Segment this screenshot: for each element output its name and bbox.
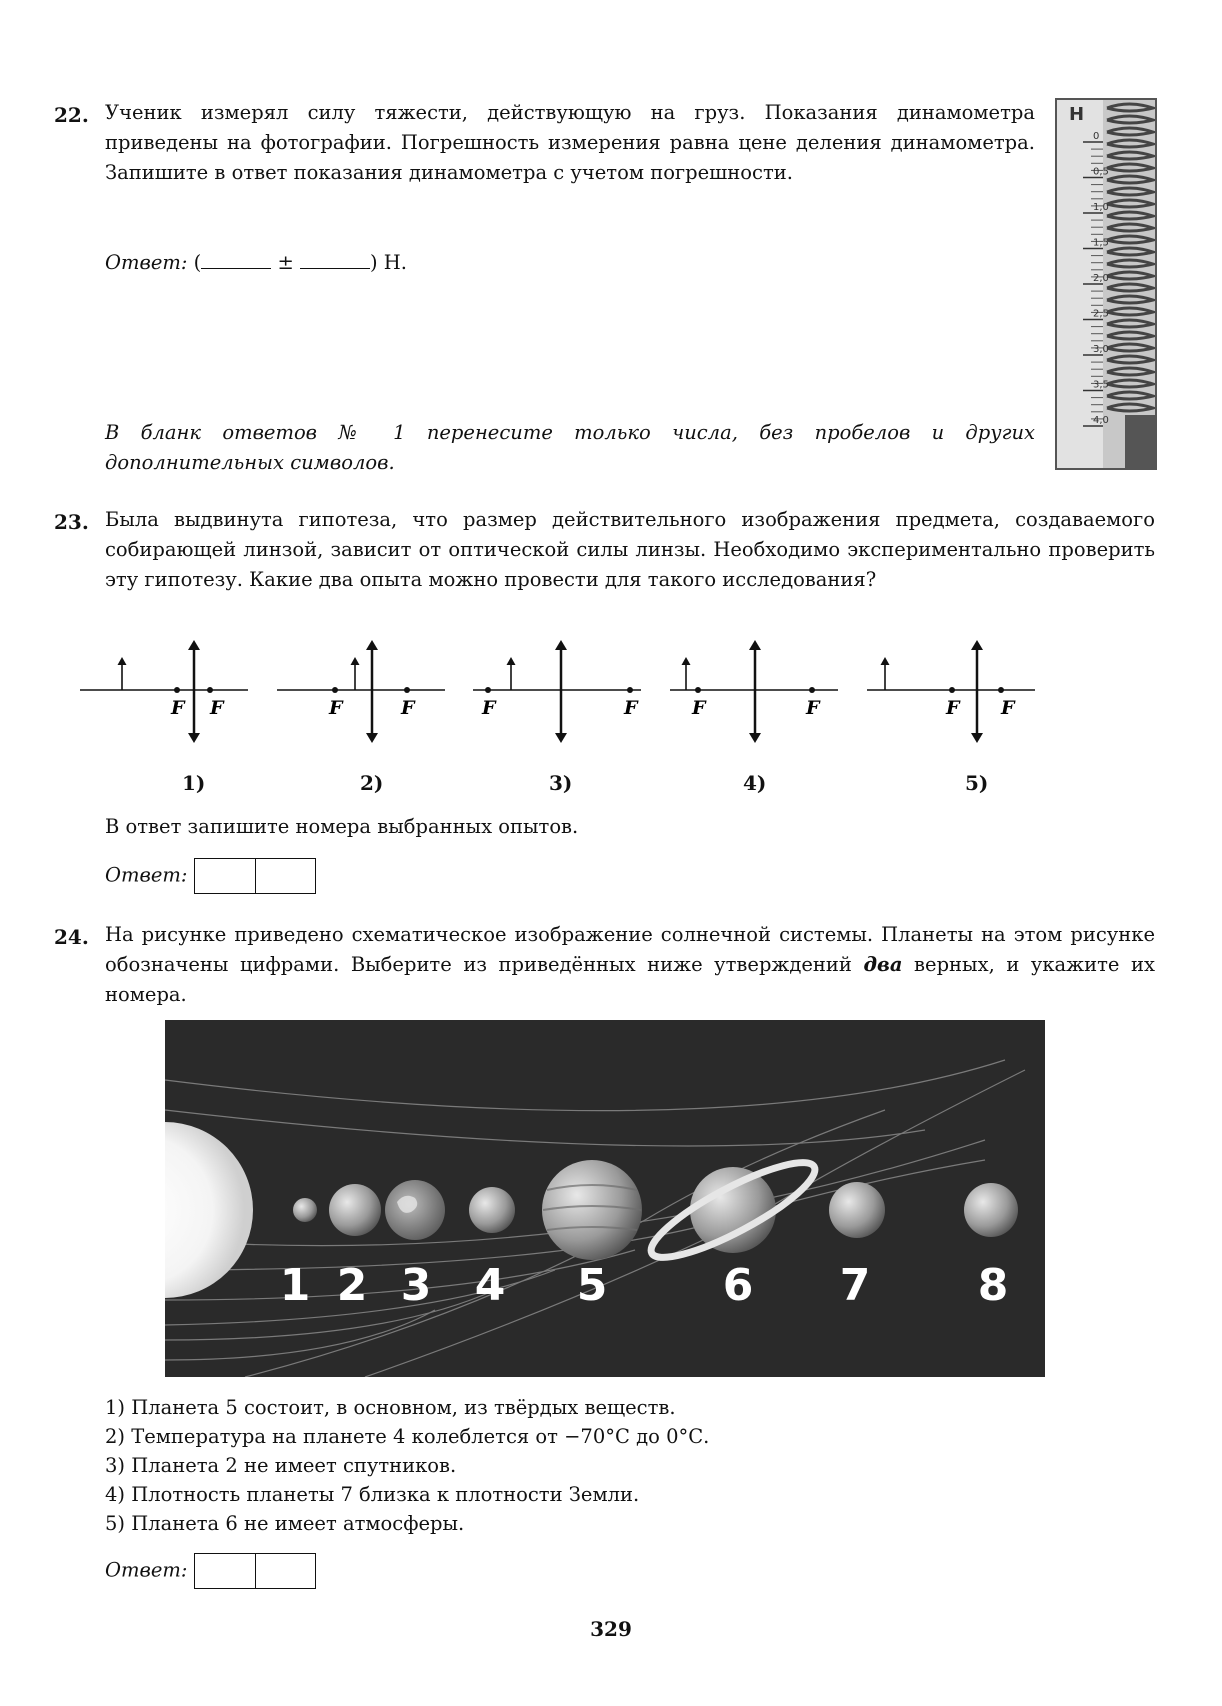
q24-answer-line bbox=[105, 1553, 316, 1589]
focus-label: F bbox=[171, 697, 185, 719]
dynamometer-svg bbox=[1057, 100, 1155, 468]
planet-8 bbox=[964, 1183, 1018, 1237]
planet-label-7: 7 bbox=[839, 1260, 871, 1311]
scale-label: 3,5 bbox=[1093, 379, 1109, 391]
focus-point bbox=[174, 687, 180, 693]
q22-answer-open: ( bbox=[193, 251, 202, 274]
q24-number: 24. bbox=[54, 925, 89, 949]
focus-label: F bbox=[624, 697, 638, 719]
scale-label: 2,0 bbox=[1093, 273, 1109, 284]
q23-number: 23. bbox=[54, 510, 89, 534]
focus-label: F bbox=[692, 697, 706, 719]
planet-label-1: 1 bbox=[279, 1260, 311, 1311]
q24-text bbox=[105, 920, 1155, 1010]
scale-label: 4,0 bbox=[1093, 415, 1109, 426]
lens-diagram-5 bbox=[867, 645, 1035, 795]
focus-point bbox=[809, 687, 815, 693]
q23-instruction: В ответ запишите номера выбранных опытов. bbox=[105, 815, 579, 838]
focus-point bbox=[695, 687, 701, 693]
q23-answer-prefix: Ответ: bbox=[105, 863, 188, 887]
planet-4 bbox=[469, 1187, 515, 1233]
focus-point bbox=[485, 687, 491, 693]
lens-diagram-2 bbox=[277, 645, 445, 795]
scale-label: 0 bbox=[1093, 131, 1100, 142]
q24-answer-prefix: Ответ: bbox=[105, 1558, 188, 1582]
q23-text: Была выдвинута гипотеза, что размер действительного изображения предмета, создаваемого собирающей линзой, зависит от оптической силы линзы. Необходимо экспериментально проверить эту гипотезу. Какие два опыта можно провести для такого исследования? bbox=[105, 508, 1155, 591]
statement-2: 2) Температура на планете 4 колеблется от −70°С до 0°С. bbox=[105, 1425, 710, 1448]
planet-label-3: 3 bbox=[400, 1260, 432, 1311]
q24-text-after: верных, и укажите их номера. bbox=[105, 953, 1155, 1006]
statement-3: 3) Планета 2 не имеет спутников. bbox=[105, 1454, 457, 1477]
scale-label: 0,5 bbox=[1093, 166, 1109, 178]
q22-answer-line bbox=[105, 248, 407, 278]
experiment-label-3: 3) bbox=[549, 771, 573, 795]
statement-5: 5) Планета 6 не имеет атмосферы. bbox=[105, 1512, 465, 1535]
focus-point bbox=[404, 687, 410, 693]
focus-point bbox=[332, 687, 338, 693]
planet-1 bbox=[293, 1198, 317, 1222]
q24-statements bbox=[105, 1393, 709, 1538]
focus-label: F bbox=[946, 697, 960, 719]
q22-text: Ученик измерял силу тяжести, действующую на груз. Показания динамометра приведены на фотографии. Погрешность измерения равна цене деления динамометра. Запишите в ответ показания динамометра с учетом погрешности. bbox=[105, 101, 1035, 184]
lens-diagram-4 bbox=[670, 645, 838, 795]
q22-answer-prefix: Ответ: bbox=[105, 251, 188, 274]
solar-system-image bbox=[165, 1020, 1045, 1377]
lens-diagram-3 bbox=[473, 645, 641, 795]
q23-answer-box[interactable] bbox=[194, 858, 316, 894]
experiment-label-5: 5) bbox=[965, 771, 989, 795]
lens-diagram-1 bbox=[80, 645, 248, 795]
page-number: 329 bbox=[590, 1617, 632, 1641]
planet-5 bbox=[542, 1160, 642, 1260]
focus-label: F bbox=[806, 697, 820, 719]
q22-error-blank[interactable] bbox=[300, 248, 370, 269]
focus-point bbox=[627, 687, 633, 693]
q24-answer-box[interactable] bbox=[194, 1553, 316, 1589]
q22-answer-close: ) Н. bbox=[370, 251, 408, 274]
planet-label-5: 5 bbox=[576, 1260, 608, 1311]
focus-label: F bbox=[401, 697, 415, 719]
planet-7 bbox=[829, 1182, 885, 1238]
dynamometer-photo bbox=[1055, 98, 1157, 470]
experiment-label-1: 1) bbox=[182, 771, 206, 795]
focus-label: F bbox=[1001, 697, 1015, 719]
q24-text-before: На рисунке приведено схематическое изображение солнечной системы. Планеты на этом рисунке обозначены цифрами. Выберите из приведённых ниже утверждений bbox=[105, 923, 1155, 976]
scale-label: 1,0 bbox=[1093, 202, 1109, 213]
planet-2 bbox=[329, 1184, 381, 1236]
statement-4: 4) Плотность планеты 7 близка к плотности Земли. bbox=[105, 1483, 640, 1506]
scale-label: 2,5 bbox=[1093, 308, 1109, 320]
focus-point bbox=[949, 687, 955, 693]
statement-1: 1) Планета 5 состоит, в основном, из твёрдых веществ. bbox=[105, 1396, 676, 1419]
q23-answer-line bbox=[105, 858, 316, 894]
focus-label: F bbox=[482, 697, 496, 719]
planet-label-4: 4 bbox=[474, 1260, 506, 1311]
planet-label-6: 6 bbox=[722, 1260, 754, 1311]
planet-6 bbox=[690, 1167, 776, 1253]
focus-label: F bbox=[210, 697, 224, 719]
planet-label-8: 8 bbox=[977, 1260, 1009, 1311]
scale-label: 1,5 bbox=[1093, 237, 1109, 249]
focus-label: F bbox=[329, 697, 343, 719]
focus-point bbox=[998, 687, 1004, 693]
q24-text-emph: два bbox=[863, 953, 903, 976]
experiment-label-2: 2) bbox=[360, 771, 384, 795]
focus-point bbox=[207, 687, 213, 693]
dynamometer-unit: Н bbox=[1069, 104, 1085, 125]
q22-value-blank[interactable] bbox=[201, 248, 271, 269]
planet-label-2: 2 bbox=[336, 1260, 368, 1311]
q22-answer-pm: ± bbox=[277, 251, 294, 274]
lens-diagrams bbox=[80, 635, 1140, 795]
experiment-label-4: 4) bbox=[743, 771, 767, 795]
planet-3 bbox=[385, 1180, 445, 1240]
q22-number: 22. bbox=[54, 103, 89, 127]
q22-note: В бланк ответов № 1 перенесите только числа, без пробелов и других дополнительных символов. bbox=[105, 421, 1035, 474]
scale-label: 3,0 bbox=[1093, 344, 1109, 355]
